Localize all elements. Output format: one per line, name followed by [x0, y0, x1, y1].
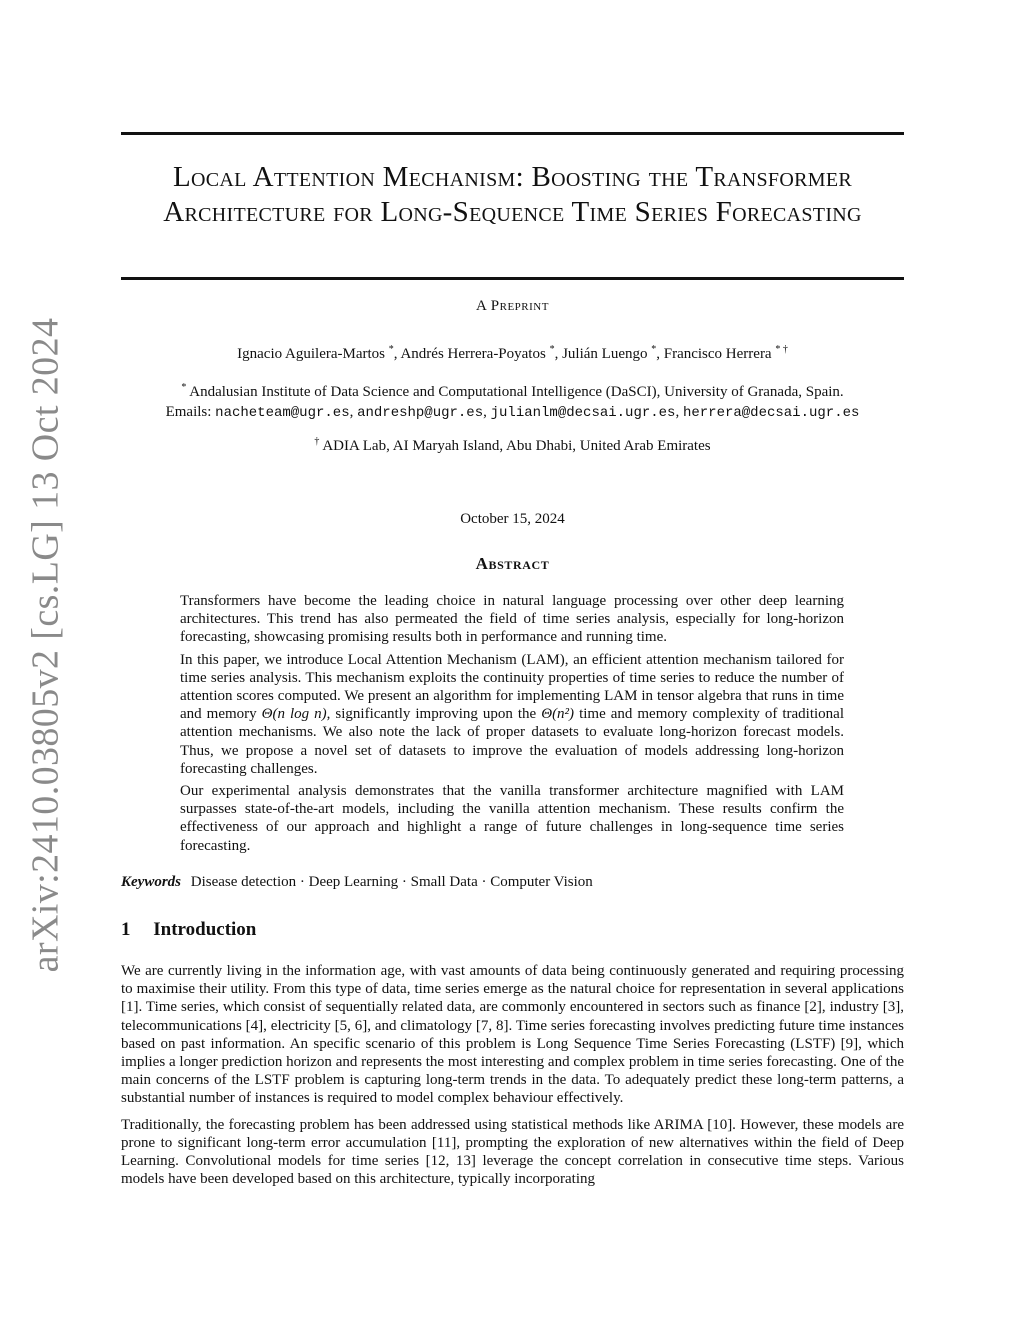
- author-mark: * †: [775, 344, 788, 355]
- keywords-text: Disease detection · Deep Learning · Small Data · Computer Vision: [190, 874, 593, 890]
- emails-label: Emails:: [165, 404, 212, 420]
- math-expression: Θ(n²): [541, 706, 575, 723]
- email-link[interactable]: herrera@decsai.ugr.es: [682, 405, 860, 421]
- affiliation-text: Andalusian Institute of Data Science and Computational Intelligence (DaSCI), University of Granada, Spain.: [189, 384, 844, 400]
- author-mark: *: [388, 344, 394, 355]
- preprint-label: A Preprint: [476, 298, 549, 314]
- abstract-paragraph: Transformers have become the leading choice in natural language processing over other deep learning architectures. This trend has also permeated the field of time series analysis, especially for long-horizon forecasting, showcasing promising results both in performance and running time.: [180, 593, 844, 646]
- keywords-label: Keywords: [121, 874, 181, 890]
- affiliation-mark: *: [181, 382, 187, 393]
- affiliation-text: ADIA Lab, AI Maryah Island, Abu Dhabi, United Arab Emirates: [322, 438, 711, 454]
- abstract-paragraph: [180, 651, 844, 778]
- author-mark: *: [549, 344, 555, 355]
- email-link[interactable]: julianlm@decsai.ugr.es: [490, 405, 676, 421]
- arxiv-stamp: [22, 317, 68, 973]
- abstract-text: time and memory complexity of traditional attention mechanisms. We also note the lack of proper datasets to evaluate long-horizon forecast models. Thus, we propose a novel set of datasets to improve the evaluation of models addressing long-horizon forecasting challenges.: [180, 706, 845, 777]
- title-rule-top: [121, 132, 904, 135]
- abstract-text: In this paper, we introduce Local Attention Mechanism (LAM), an efficient attention mechanism tailored for time series analysis. This mechanism exploits the continuity properties of time series to reduce the number of attention scores computed. We present an algorithm for implementing LAM in tensor algebra that runs in time and memory: [180, 651, 844, 723]
- email-line: Emails: nacheteam@ugr.es, andreshp@ugr.es, julianlm@decsai.ugr.es, herrera@decsai.ugr.es: [165, 404, 860, 421]
- affiliation-mark: †: [314, 436, 320, 447]
- abstract-text: , significantly improving upon the: [326, 706, 542, 723]
- section-heading: [121, 919, 256, 941]
- body-paragraph: Traditionally, the forecasting problem has been addressed using statistical methods like ARIMA [10]. However, these models are prone to significant long-term error accumulation [11], prompting the exploration of new alternatives within the field of Deep Learning. Convolutional models for time series [12, 13] leverage the concept correlation in consecutive time steps. Various models have been developed based on this architecture, typically incorporating: [121, 1116, 904, 1188]
- abstract-paragraph: Our experimental analysis demonstrates that the vanilla transformer architecture magnified with LAM surpasses state-of-the-art models, including the vanilla attention mechanism. These results confirm the effectiveness of our approach and highlight a range of future challenges in long-sequence time series forecasting.: [180, 783, 844, 854]
- keywords-line: [121, 874, 904, 891]
- section-title: Introduction: [153, 919, 257, 940]
- author-name: Ignacio Aguilera-Martos: [237, 346, 386, 362]
- author-mark: *: [651, 344, 657, 355]
- email-link[interactable]: nacheteam@ugr.es: [215, 405, 350, 421]
- body-paragraph: We are currently living in the information age, with vast amounts of data being continuously generated and requiring processing to maximise their utility. From this type of data, time series emerge as the natural choice for representation in several applications [1]. Time series, which consist of sequentially related data, are commonly encountered in sectors such as finance [2], industry [3], telecommunications [4], electricity [5, 6], and climatology [7, 8]. Time series forecasting involves predicting future time instances based on past information. An specific scenario of this problem is Long Sequence Time Series Forecasting (LSTF) [9], which implies a longer prediction horizon and represents the most interesting and complex problem in time series forecasting. One of the main concerns of the LSTF problem is capturing long-term trends in the data. To adequately predict these long-term patterns, a substantial number of instances is required to model complex behaviour effectively.: [121, 963, 904, 1107]
- abstract-body: [180, 592, 844, 859]
- arxiv-stamp-text: arXiv:2410.03805v2 [cs.LG] 13 Oct 2024: [24, 317, 67, 973]
- author-list: Ignacio Aguilera-Martos *, Andrés Herrera-Poyatos *, Julián Luengo *, Francisco Herrera * †: [237, 344, 788, 362]
- affiliation-dasci: [121, 382, 904, 423]
- affiliation-adia: [121, 436, 904, 456]
- section-number: 1: [121, 919, 131, 940]
- author-name: Andrés Herrera-Poyatos: [400, 346, 546, 362]
- math-expression: Θ(n log n): [261, 706, 327, 723]
- abstract-heading: Abstract: [475, 554, 550, 573]
- email-link[interactable]: andreshp@ugr.es: [357, 405, 484, 421]
- paper-date: October 15, 2024: [460, 511, 565, 527]
- author-name: Francisco Herrera: [663, 346, 772, 362]
- author-name: Julián Luengo: [562, 346, 648, 362]
- intro-body: [121, 962, 904, 1196]
- paper-title: Local Attention Mechanism: Boosting the Transformer Architecture for Long-Sequence Time Series Forecasting: [163, 161, 862, 228]
- title-rule-bottom: [121, 277, 904, 280]
